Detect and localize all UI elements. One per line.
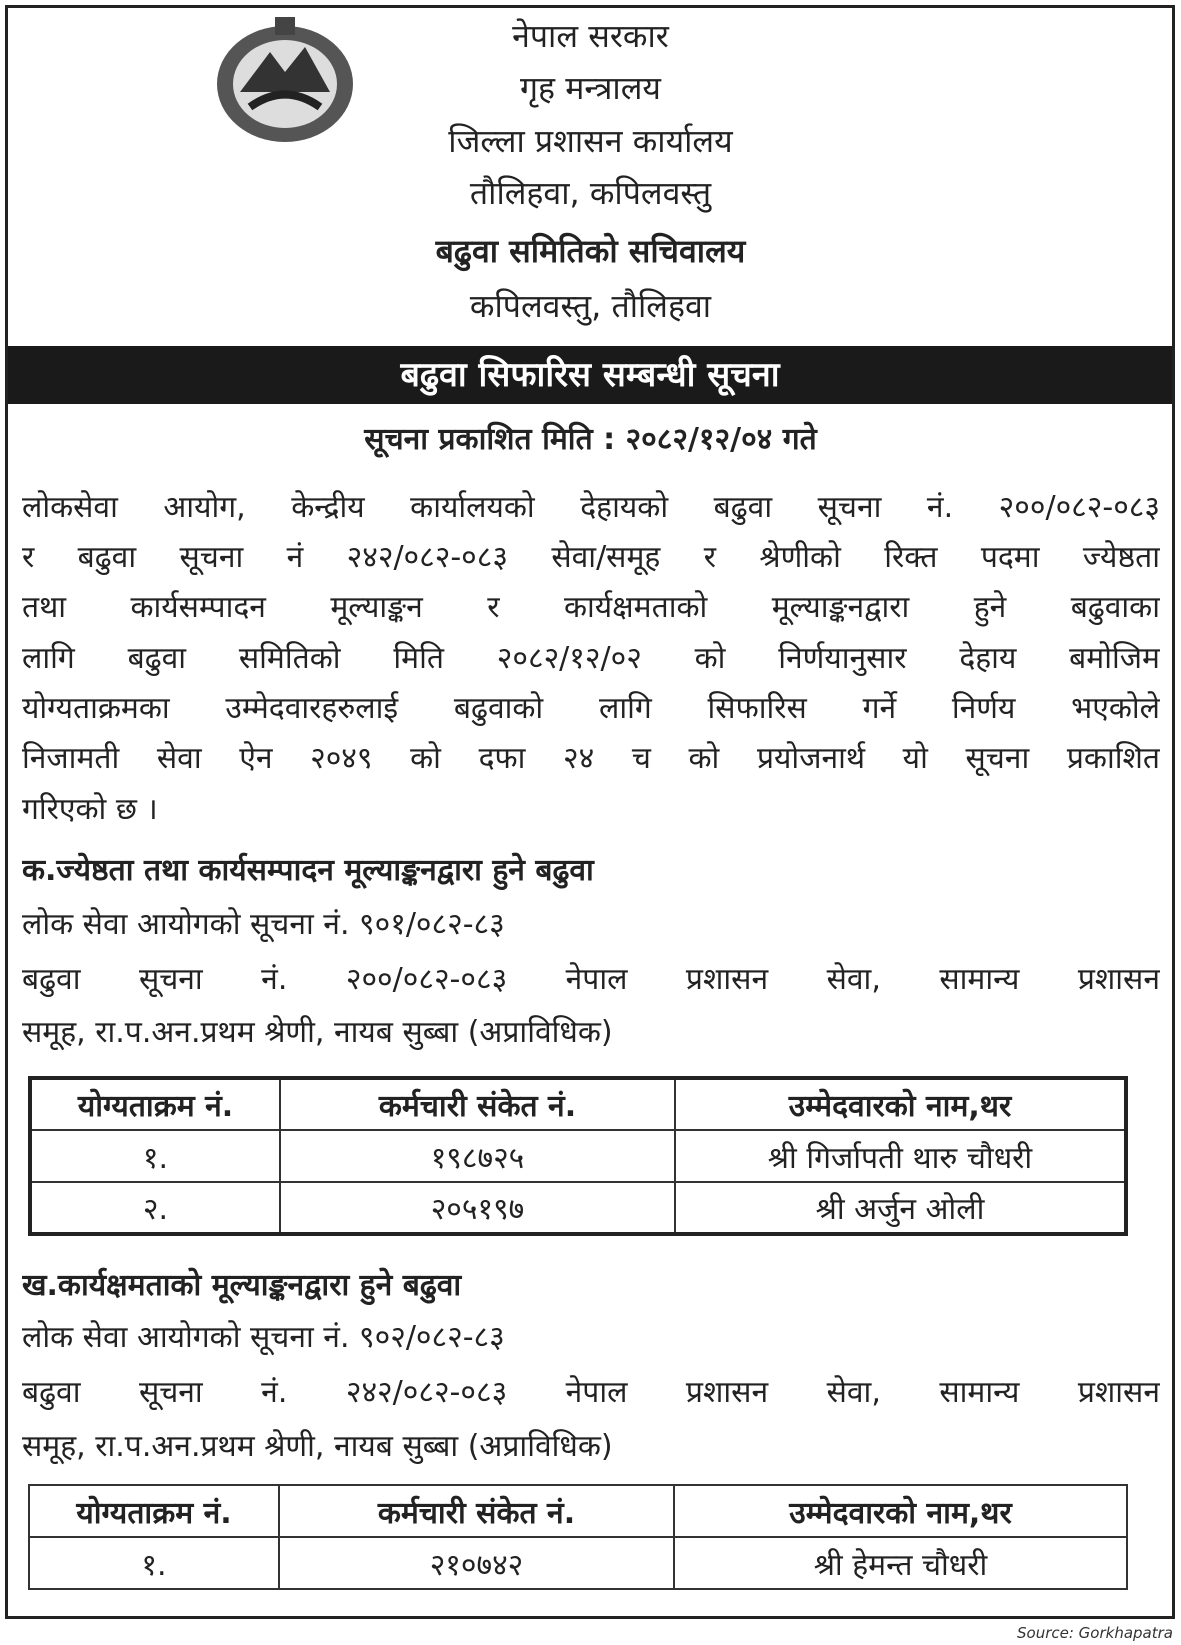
table-header-row bbox=[29, 1485, 1127, 1537]
header-line: तौलिहवा, कपिलवस्तु bbox=[469, 174, 712, 212]
employee-code-cell: १९८७२५ bbox=[280, 1130, 675, 1182]
source-credit: Source: Gorkhapatra bbox=[1017, 1624, 1173, 1642]
secretariat-location: कपिलवस्तु, तौलिहवा bbox=[469, 287, 712, 325]
paragraph-line: योग्यताक्रमका उम्मेदवारहरुलाई बढुवाको लागि सिफारिस गर्ने निर्णय भएकोले bbox=[22, 691, 1160, 726]
secretariat-name: बढुवा समितिको सचिवालय bbox=[435, 232, 746, 270]
header-line: जिल्ला प्रशासन कार्यालय bbox=[448, 122, 733, 160]
candidate-name-cell: श्री गिर्जापती थारु चौधरी bbox=[675, 1130, 1126, 1182]
publish-date: सूचना प्रकाशित मिति : २०८२/१२/०४ गते bbox=[364, 422, 817, 457]
section-detail: समूह, रा.प.अन.प्रथम श्रेणी, नायब सुब्बा (अप्राविधिक) bbox=[22, 1429, 613, 1464]
column-header: कर्मचारी संकेत नं. bbox=[279, 1485, 674, 1537]
employee-code-cell: २१०७४२ bbox=[279, 1537, 674, 1589]
section-detail: बढुवा सूचना नं. २००/०८२-०८३ नेपाल प्रशासन सेवा, सामान्य प्रशासन bbox=[22, 962, 1160, 997]
column-header: योग्यताक्रम नं. bbox=[29, 1485, 279, 1537]
header-line: नेपाल सरकार bbox=[512, 17, 669, 55]
paragraph-line: र बढुवा सूचना नं २४२/०८२-०८३ सेवा/समूह र श्रेणीको रिक्त पदमा ज्येष्ठता bbox=[22, 540, 1160, 575]
candidates-table bbox=[28, 1484, 1128, 1590]
table-row bbox=[30, 1182, 1126, 1234]
rank-cell: १. bbox=[29, 1537, 279, 1589]
paragraph-line: लोकसेवा आयोग, केन्द्रीय कार्यालयको देहायको बढुवा सूचना नं. २००/०८२-०८३ bbox=[22, 490, 1160, 525]
column-header: उम्मेदवारको नाम,थर bbox=[675, 1078, 1126, 1130]
header-line: गृह मन्त्रालय bbox=[520, 69, 661, 107]
paragraph-line: गरिएको छ । bbox=[22, 792, 158, 827]
column-header: योग्यताक्रम नं. bbox=[30, 1078, 280, 1130]
candidate-name-cell: श्री हेमन्त चौधरी bbox=[674, 1537, 1127, 1589]
paragraph-line: लागि बढुवा समितिको मिति २०८२/१२/०२ को निर्णयानुसार देहाय बमोजिम bbox=[22, 641, 1160, 676]
section-detail: समूह, रा.प.अन.प्रथम श्रेणी, नायब सुब्बा (अप्राविधिक) bbox=[22, 1015, 613, 1050]
section-detail: बढुवा सूचना नं. २४२/०८२-०८३ नेपाल प्रशासन सेवा, सामान्य प्रशासन bbox=[22, 1375, 1160, 1410]
table-row bbox=[29, 1537, 1127, 1589]
section-heading: क.ज्येष्ठता तथा कार्यसम्पादन मूल्याङ्कनद्वारा हुने बढुवा bbox=[22, 853, 594, 888]
candidate-name-cell: श्री अर्जुन ओली bbox=[675, 1182, 1126, 1234]
psc-notice: लोक सेवा आयोगको सूचना नं. ९०२/०८२-८३ bbox=[22, 1320, 505, 1355]
rank-cell: १. bbox=[30, 1130, 280, 1182]
table-header-row bbox=[30, 1078, 1126, 1130]
table-row bbox=[30, 1130, 1126, 1182]
column-header: उम्मेदवारको नाम,थर bbox=[674, 1485, 1127, 1537]
candidates-table bbox=[28, 1076, 1128, 1236]
paragraph-line: निजामती सेवा ऐन २०४९ को दफा २४ च को प्रयोजनार्थ यो सूचना प्रकाशित bbox=[22, 741, 1160, 776]
paragraph-line: तथा कार्यसम्पादन मूल्याङ्कन र कार्यक्षमताको मूल्याङ्कनद्वारा हुने बढुवाका bbox=[22, 590, 1160, 625]
psc-notice: लोक सेवा आयोगको सूचना नं. ९०१/०८२-८३ bbox=[22, 907, 505, 942]
employee-code-cell: २०५१९७ bbox=[280, 1182, 675, 1234]
rank-cell: २. bbox=[30, 1182, 280, 1234]
column-header: कर्मचारी संकेत नं. bbox=[280, 1078, 675, 1130]
notice-title: बढुवा सिफारिस सम्बन्धी सूचना bbox=[8, 346, 1172, 404]
section-heading: ख.कार्यक्षमताको मूल्याङ्कनद्वारा हुने बढुवा bbox=[22, 1268, 462, 1303]
